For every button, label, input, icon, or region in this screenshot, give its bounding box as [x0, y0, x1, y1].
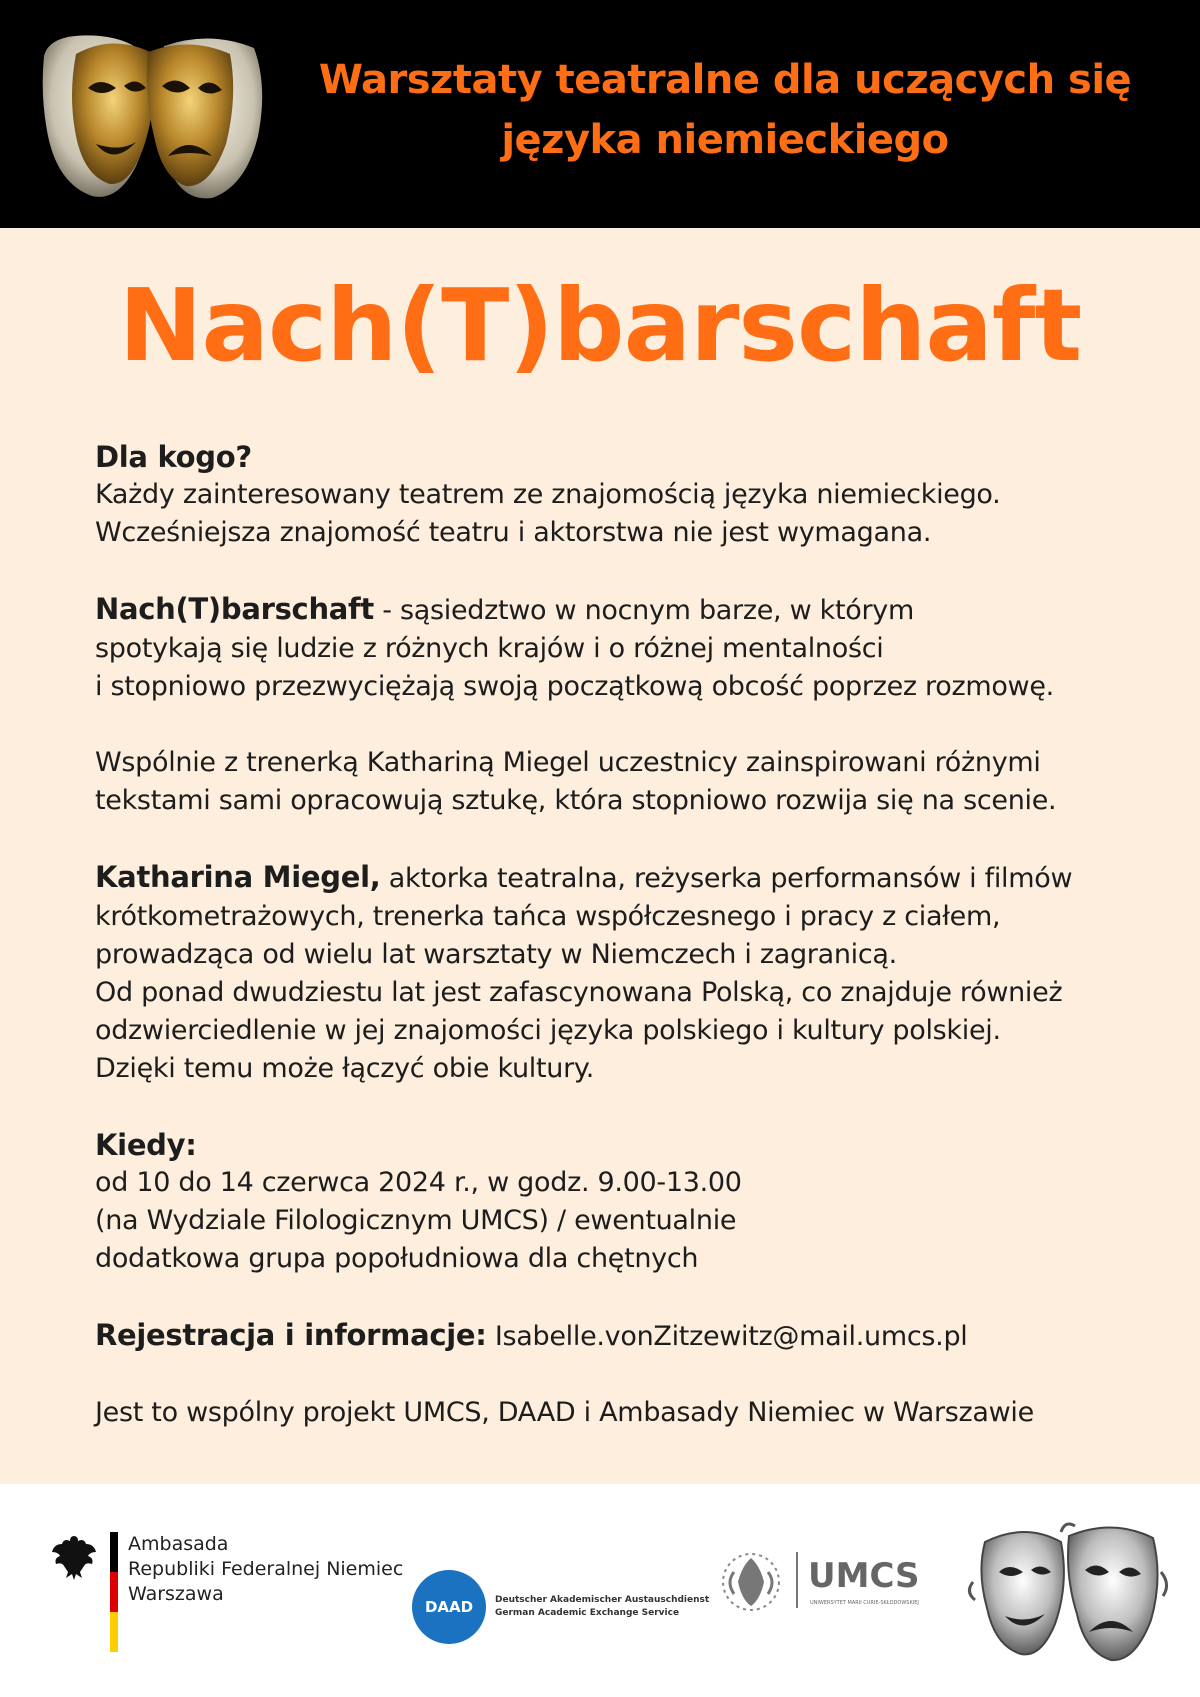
daad-name [495, 1594, 709, 1620]
paragraph-line: spotykają się ludzie z różnych krajów i o różnej mentalności [95, 633, 884, 664]
federal-eagle-icon [50, 1532, 98, 1582]
play-description-section [95, 590, 1135, 706]
partners-section [95, 1394, 1135, 1432]
embassy-line: Republiki Federalnej Niemiec [128, 1558, 404, 1580]
trainer-name-bold: Katharina Miegel, [95, 860, 381, 894]
paragraph-text: - sąsiedztwo w nocnym barze, w którym [373, 595, 914, 626]
paragraph-line: i stopniowo przezwyciężają swoją początkową obcość poprzez rozmowę. [95, 671, 1054, 702]
paragraph-line: tekstami sami opracowują sztukę, która stopniowo rozwija się na scenie. [95, 785, 1057, 816]
paragraph-line [95, 858, 1135, 898]
header-banner [0, 0, 1200, 228]
silver-theatre-masks-icon [965, 1512, 1175, 1672]
daad-logo [412, 1570, 712, 1650]
header-title-line-2: języka niemieckiego [501, 117, 949, 163]
theatre-masks-icon [40, 26, 268, 208]
umcs-subtitle: UNIWERSYTET MARII CURIE-SKŁODOWSKIEJ [810, 1600, 919, 1606]
umcs-crest-icon [720, 1542, 782, 1622]
paragraph-line: Jest to wspólny projekt UMCS, DAAD i Ambasady Niemiec w Warszawie [95, 1397, 1034, 1428]
german-flag-stripe [110, 1532, 118, 1652]
target-audience-heading: Dla kogo? [95, 440, 252, 474]
umcs-logo [720, 1540, 940, 1640]
trainer-bio-section [95, 858, 1135, 1088]
paragraph-line [95, 590, 1135, 630]
paragraph-line: Dzięki temu może łączyć obie kultury. [95, 1053, 595, 1084]
paragraph-line: odzwierciedlenie w jej znajomości języka polskiego i kultury polskiej. [95, 1015, 1001, 1046]
embassy-line: Warszawa [128, 1583, 224, 1605]
registration-email-link[interactable]: Isabelle.vonZitzewitz@mail.umcs.pl [494, 1321, 968, 1352]
schedule-heading: Kiedy: [95, 1128, 197, 1162]
schedule-section [95, 1126, 1135, 1278]
paragraph-line: Od ponad dwudziestu lat jest zafascynowana Polską, co znajduje również [95, 977, 1063, 1008]
embassy-name [128, 1532, 403, 1607]
paragraph-line: krótkometrażowych, trenerka tańca współczesnego i pracy z ciałem, [95, 901, 1001, 932]
umcs-name: UMCS [808, 1556, 920, 1596]
embassy-line: Ambasada [128, 1533, 229, 1555]
embassy-logo [50, 1532, 404, 1652]
paragraph-line: (na Wydziale Filologicznym UMCS) / ewentualnie [95, 1205, 737, 1236]
paragraph-line: od 10 do 14 czerwca 2024 r., w godz. 9.00-13.00 [95, 1167, 742, 1198]
paragraph-line: Każdy zainteresowany teatrem ze znajomością języka niemieckiego. [95, 479, 1001, 510]
divider [796, 1552, 798, 1608]
paragraph-text: aktorka teatralna, reżyserka performansów i filmów [380, 863, 1073, 894]
paragraph-line: Wspólnie z trenerką Kathariną Miegel uczestnicy zainspirowani różnymi [95, 747, 1041, 778]
daad-line: German Academic Exchange Service [495, 1608, 680, 1618]
body-text [95, 438, 1135, 1470]
paragraph-line: dodatkowa grupa popołudniowa dla chętnych [95, 1243, 699, 1274]
header-title-line-1: Warsztaty teatralne dla uczących się [318, 57, 1132, 103]
registration-label: Rejestracja i informacje: [95, 1318, 487, 1352]
paragraph-line: Wcześniejsza znajomość teatru i aktorstwa nie jest wymagana. [95, 517, 932, 548]
event-title: Nach(T)barschaft [118, 267, 1082, 384]
target-audience-section [95, 438, 1135, 552]
paragraph-line: prowadząca od wielu lat warsztaty w Niemczech i zagranicą. [95, 939, 897, 970]
daad-badge: DAAD [412, 1570, 486, 1644]
daad-line: Deutscher Akademischer Austauschdienst [495, 1595, 710, 1605]
main-content-area [0, 228, 1200, 1484]
paragraph-line [95, 1316, 1135, 1356]
registration-section [95, 1316, 1135, 1356]
workshop-description-section [95, 744, 1135, 820]
play-title-bold: Nach(T)barschaft [95, 592, 374, 626]
header-title [290, 50, 1160, 170]
footer-logos [0, 1484, 1200, 1697]
